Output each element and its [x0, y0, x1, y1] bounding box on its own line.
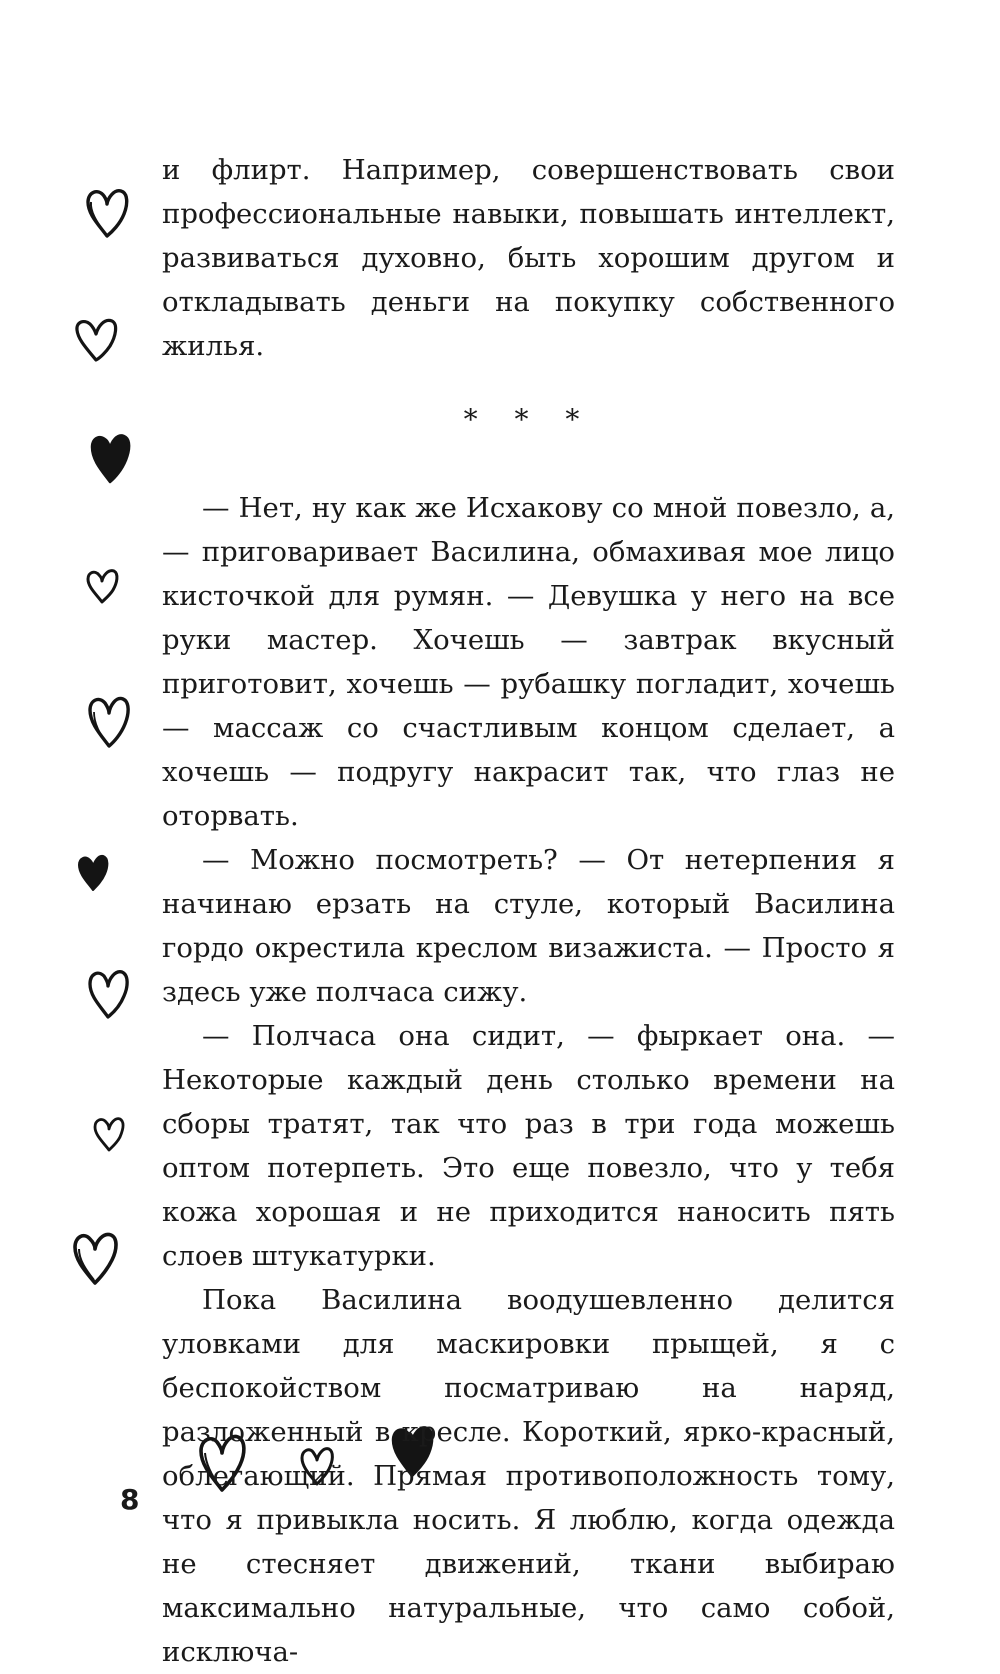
heart-outline-icon — [92, 1114, 126, 1154]
page-body-text — [162, 148, 895, 1674]
paragraph: — Нет, ну как же Исхакову со мной повезло, а, — приговаривает Василина, обмахивая мое лицо кисточкой для румян. — Девушка у него на все руки мастер. Хочешь — завтрак вкусный приготовит, хочешь — рубашку погладит, хочешь — массаж со счастливым концом сделает, а хочешь — подругу накрасит так, что глаз не оторвать. — [162, 492, 895, 832]
paragraph: — Полчаса она сидит, — фыркает она. — Некоторые каждый день столько времени на сборы тратят, так что раз в три года можешь оптом потерпеть. Это еще повезло, что у тебя кожа хорошая и не приходится наносить пять слоев штукатурки. — [162, 1020, 895, 1272]
heart-outline-icon — [86, 966, 130, 1022]
heart-filled-icon — [88, 430, 132, 486]
heart-filled-icon — [76, 852, 110, 894]
section-separator: * * * — [463, 403, 594, 436]
paragraph: — Можно посмотреть? — От нетерпения я начинаю ерзать на стуле, который Василина гордо окрестила креслом визажиста. — Просто я здесь уже полчаса сижу. — [162, 844, 895, 1008]
heart-outline-icon — [84, 566, 120, 606]
paragraph: и флирт. Например, совершенствовать свои профессиональные навыки, повышать интеллект, развиваться духовно, быть хорошим другом и откладывать деньги на покупку собственного жилья. — [162, 154, 895, 362]
heart-outline-icon — [70, 1228, 120, 1288]
heart-outline-icon — [72, 314, 120, 366]
page-number: 8 — [120, 1483, 140, 1516]
paragraph: Пока Василина воодушевленно делится уловками для маскировки прыщей, я с беспокойством посматриваю на наряд, разложенный в кресле. Короткий, ярко-красный, облегающий. Прямая противоположность тому, что я привыкла носить. Я люблю, когда одежда не стесняет движений, ткани выбираю максимально натуральные, что само собой, исключа- — [162, 1284, 895, 1668]
heart-outline-icon — [86, 692, 132, 752]
heart-outline-icon — [84, 184, 130, 242]
